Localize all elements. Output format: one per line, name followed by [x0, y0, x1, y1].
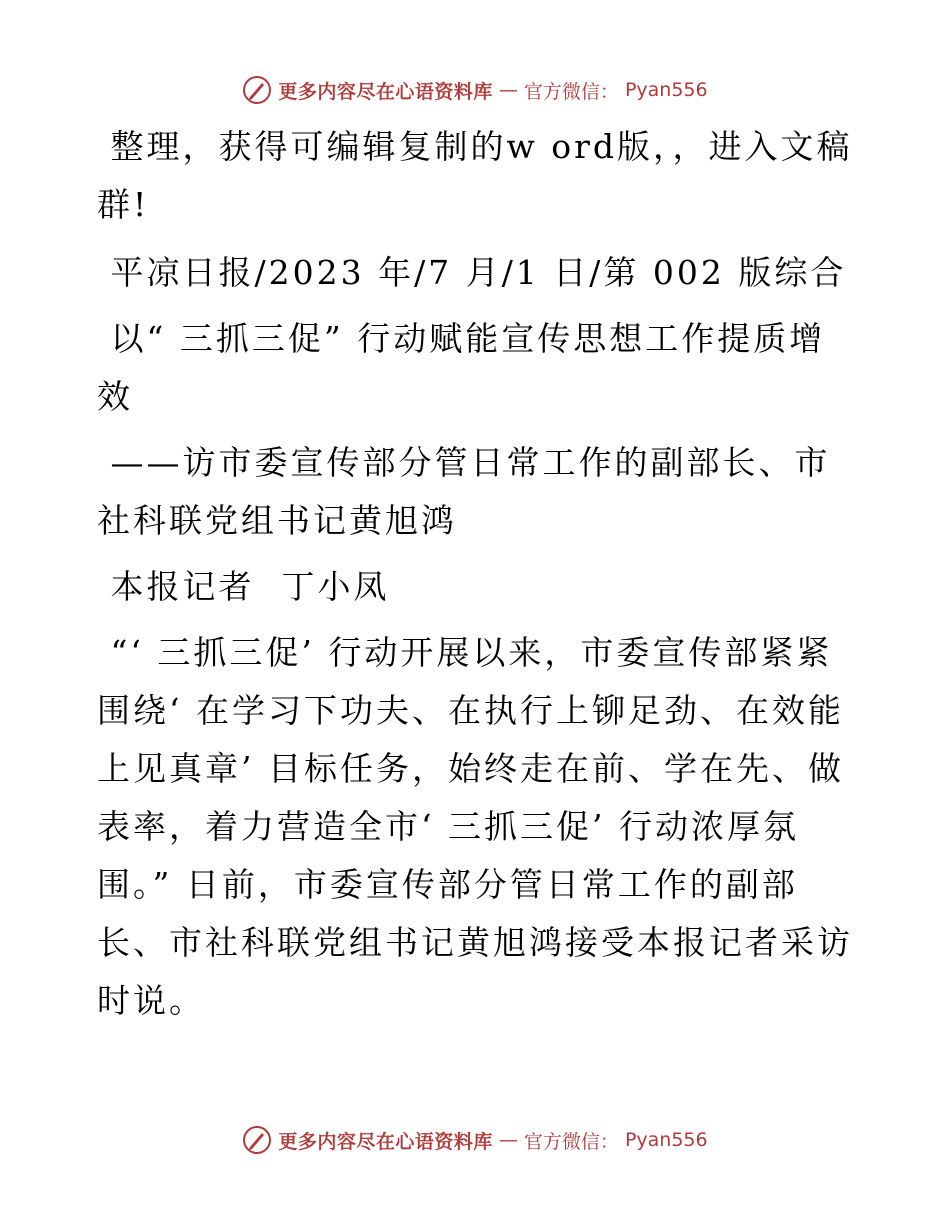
- watermark-wechat-id: Pyan556: [624, 79, 708, 101]
- quill-pen-icon: [242, 75, 272, 105]
- article-title: 以“ 三抓三促” 行动赋能宣传思想工作提质增效: [97, 319, 826, 416]
- source-line: 平凉日报/2023 年/7 月/1 日/第 002 版综合: [97, 253, 847, 292]
- watermark-separator: —: [498, 1129, 518, 1151]
- byline: 本报记者 丁小凤: [97, 567, 390, 606]
- watermark-site-text: 更多内容尽在心语资料库: [278, 80, 493, 103]
- watermark-wechat-label: 官方微信：: [523, 1130, 619, 1153]
- document-body: [97, 118, 857, 1030]
- watermark-site-text: 更多内容尽在心语资料库: [278, 1130, 493, 1153]
- watermark-wechat-label: 官方微信：: [523, 80, 619, 103]
- watermark-wechat-id: Pyan556: [624, 1129, 708, 1151]
- quill-pen-icon: [242, 1125, 272, 1155]
- article-subtitle: ——访市委宣传部分管日常工作的副部长、市社科联党组书记黄旭鸿: [97, 443, 831, 540]
- footer-watermark: [0, 1120, 950, 1160]
- intro-line: 整理，获得可编辑复制的w ord版，，进入文稿群!: [97, 127, 853, 224]
- watermark-separator: —: [498, 79, 518, 101]
- body-paragraph: “‘ 三抓三促’ 行动开展以来，市委宣传部紧紧围绕‘ 在学习下功夫、在执行上铆足劲、在效能上见真章’ 目标任务，始终走在前、学在先、做表率，着力营造全市‘ 三抓三促’ 行动浓厚氛围。” 日前，市委宣传部分管日常工作的副部长、市社科联党组书记黄旭鸿接受本报记者采访时说。: [97, 633, 853, 1020]
- header-watermark: [0, 70, 950, 110]
